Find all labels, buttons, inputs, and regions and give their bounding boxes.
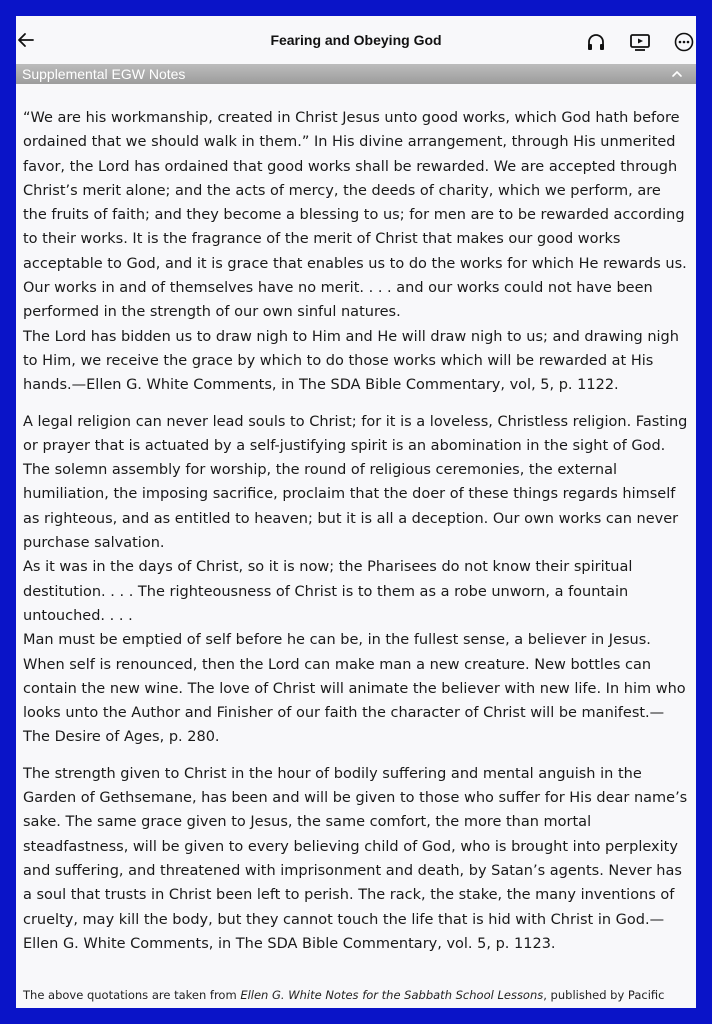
top-bar [16, 16, 696, 64]
paragraph: The strength given to Christ in the hour of bodily suffering and mental anguish in the Garden of Gethsemane, has been and will be given to those who suffer for His dear name’s sake. The same grace given to Jesus, the same comfort, the more than mortal steadfastness, will be given to every believing child of God, who is brought into perplexity and suffering, and threatened with imprisonment and death, by Satan’s agents. Never has a soul that trusts in Christ been left to perish. The rack, the stake, the many inventions of cruelty, may kill the body, but they cannot touch the life that is hid with Christ in God.—Ellen G. White Comments, in The SDA Bible Commentary, vol. 5, p. 1123. [23, 765, 688, 952]
note-block [23, 410, 689, 750]
note-block [23, 106, 689, 398]
more-button[interactable] [673, 31, 695, 53]
paragraph: As it was in the days of Christ, so it is now; the Pharisees do not know their spiritual destitution. . . . The righteousness of Christ is to them as a robe unworn, a fountain untouched. . . . [23, 559, 633, 624]
audio-button[interactable] [585, 31, 607, 53]
section-header[interactable] [16, 64, 696, 84]
note-block [23, 762, 689, 956]
app-frame [16, 16, 696, 1008]
footnote [23, 988, 693, 1002]
page-title: Fearing and Obeying God [270, 32, 442, 48]
paragraph: Man must be emptied of self before he can be, in the fullest sense, a believer in Jesus. When self is renounced, then the Lord can make man a new creature. New bottles can contain the new wine. The love of Christ will animate the believer with new life. In him who looks unto the Author and Finisher of our faith the character of Christ will be manifest.—The Desire of Ages, p. 280. [23, 632, 686, 746]
more-icon [673, 31, 695, 53]
play-video-icon [629, 31, 651, 53]
footnote-suffix: , published by Pacific [543, 988, 665, 1002]
paragraph: The Lord has bidden us to draw nigh to Him and He will draw nigh to us; and drawing nigh to Him, we receive the grace by which to do those works which will be rewarded at His hands.—Ellen G. White Comments, in The SDA Bible Commentary, vol, 5, p. 1122. [23, 328, 679, 394]
video-button[interactable] [629, 31, 651, 53]
footnote-title: Ellen G. White Notes for the Sabbath School Lessons [240, 988, 544, 1002]
section-title: Supplemental EGW Notes [22, 66, 186, 82]
notes-content [23, 106, 689, 968]
chevron-up-icon[interactable] [670, 64, 684, 84]
paragraph: “We are his workmanship, created in Christ Jesus unto good works, which God hath before ordained that we should walk in them.” In His divine arrangement, through His unmerited favor, the Lord has ordained that good works shall be rewarded. We are accepted through Christ’s merit alone; and the acts of mercy, the deeds of charity, which we perform, are the fruits of faith; and they become a blessing to us; for men are to be rewarded according to their works. It is the fragrance of the merit of Christ that makes our good works acceptable to God, and it is grace that enables us to do the works for which He rewards us. Our works in and of themselves have no merit. . . . and our works could not have been performed in the strength of our own sinful natures. [23, 110, 687, 321]
paragraph: A legal religion can never lead souls to Christ; for it is a loveless, Christless religion. Fasting or prayer that is actuated by a self-justifying spirit is an abomination in the sight of God. The solemn assembly for worship, the round of religious ceremonies, the external humiliation, the imposing sacrifice, proclaim that the doer of these things regards himself as righteous, and as entitled to heaven; but it is all a deception. Our own works can never purchase salvation. [23, 413, 688, 552]
headphones-icon [585, 31, 607, 53]
footnote-prefix: The above quotations are taken from [23, 988, 241, 1002]
